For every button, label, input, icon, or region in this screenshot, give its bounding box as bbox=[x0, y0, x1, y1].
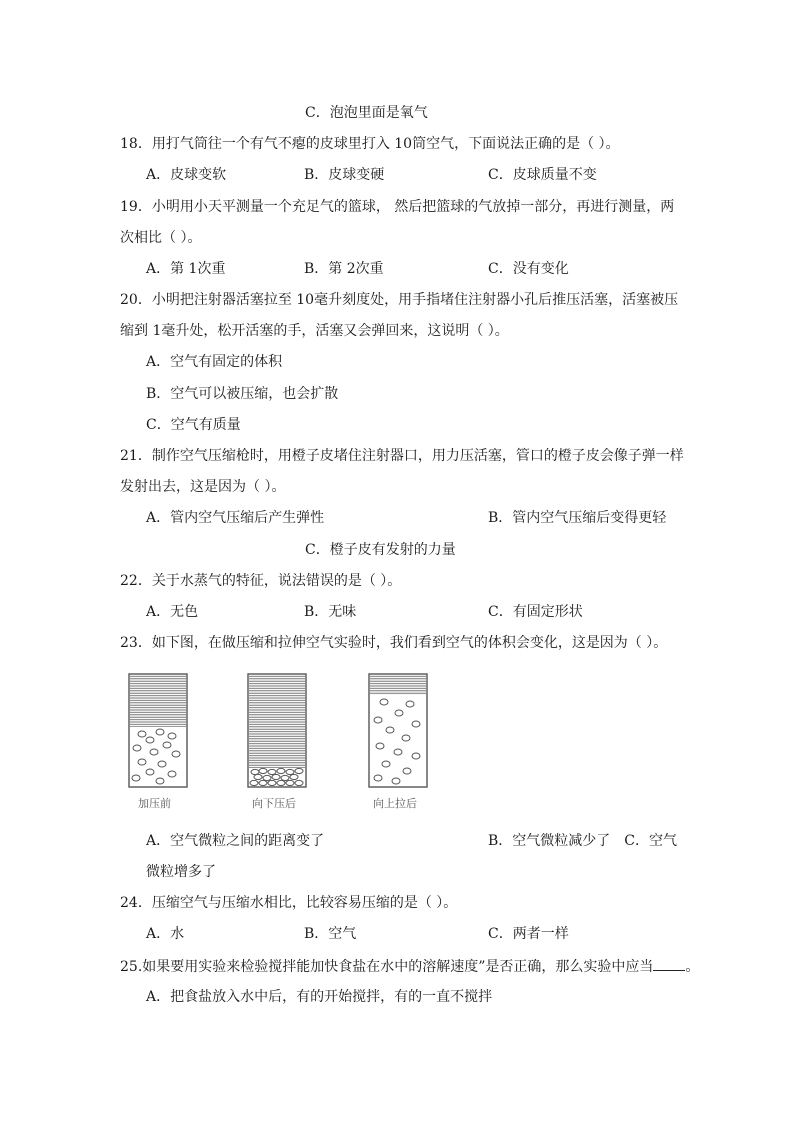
q24-option-c: C．两者一样 bbox=[488, 926, 569, 942]
q20-stem-line2: 缩到 1毫升处，松开活塞的手，活塞又会弹回来，这说明（ ）。 bbox=[120, 323, 509, 339]
q23-option-a: A．空气微粒之间的距离变了 bbox=[146, 833, 325, 849]
q21-stem-line2: 发射出去，这是因为（ ）。 bbox=[120, 479, 286, 495]
cylinder-after-pressing bbox=[248, 674, 306, 787]
caption-before-pressing: 加压前 bbox=[138, 797, 171, 810]
q25-stem-text: 25.如果要用实验来检验搅拌能加快食盐在水中的溶解速度”是否正确，那么实验中应当 bbox=[120, 959, 654, 975]
q21-option-c: C．橙子皮有发射的力量 bbox=[305, 542, 456, 558]
q19-option-b: B．第 2次重 bbox=[304, 261, 384, 277]
caption-after-pulling: 向上拉后 bbox=[373, 797, 417, 810]
q22-stem: 22．关于水蒸气的特征，说法错误的是（ ）。 bbox=[120, 573, 402, 589]
piston-region bbox=[370, 675, 426, 695]
q19-option-c: C．没有变化 bbox=[488, 261, 569, 277]
q21-option-b: B．管内空气压缩后变得更轻 bbox=[488, 510, 667, 526]
q21-stem-line1: 21．制作空气压缩枪时，用橙子皮堵住注射器口，用力压活塞，管口的橙子皮会像子弹一样 bbox=[120, 448, 684, 464]
q20-stem-line1: 20．小明把注射器活塞拉至 10毫升刻度处，用手指堵住注射器小孔后推压活塞，活塞被压 bbox=[120, 292, 679, 308]
q19-stem-line1: 19．小明用小天平测量一个充足气的篮球， 然后把篮球的气放掉一部分，再进行测量，两 bbox=[120, 199, 675, 215]
cylinder-before-pressing bbox=[129, 674, 187, 787]
q18-option-c: C．皮球质量不变 bbox=[488, 167, 597, 183]
q25-stem-end: 。 bbox=[685, 959, 700, 975]
answer-blank[interactable] bbox=[653, 956, 685, 971]
q18-stem: 18．用打气筒往一个有气不瘪的皮球里打入 10筒空气，下面说法正确的是（ ）。 bbox=[120, 136, 620, 152]
q17-option-c: C．泡泡里面是氧气 bbox=[305, 105, 428, 121]
q20-option-c: C．空气有质量 bbox=[146, 417, 241, 433]
q25-option-a: A．把食盐放入水中后，有的开始搅拌，有的一直不搅拌 bbox=[146, 989, 493, 1005]
q24-stem: 24．压缩空气与压缩水相比，比较容易压缩的是（ ）。 bbox=[120, 895, 458, 911]
q23-stem: 23．如下图，在做压缩和拉伸空气实验时，我们看到空气的体积会变化，这是因为（ ）。 bbox=[120, 635, 668, 651]
q20-option-b: B．空气可以被压缩，也会扩散 bbox=[146, 386, 339, 402]
q19-option-a: A．第 1次重 bbox=[146, 261, 226, 277]
q19-stem-line2: 次相比（ ）。 bbox=[120, 230, 202, 246]
piston-region bbox=[249, 675, 305, 768]
caption-after-pressing: 向下压后 bbox=[252, 797, 296, 810]
q18-option-b: B．皮球变硬 bbox=[304, 167, 385, 183]
q24-option-a: A．水 bbox=[146, 926, 185, 942]
q20-option-a: A．空气有固定的体积 bbox=[146, 354, 283, 370]
piston-region bbox=[130, 675, 186, 727]
air-particles bbox=[250, 768, 303, 785]
q23-option-b-c: B．空气微粒减少了 C．空气 bbox=[488, 833, 677, 849]
q24-option-b: B．空气 bbox=[304, 926, 357, 942]
q18-option-a: A．皮球变软 bbox=[146, 167, 227, 183]
q25-stem bbox=[120, 956, 699, 977]
q22-option-c: C．有固定形状 bbox=[488, 604, 583, 620]
q23-option-c-cont: 微粒增多了 bbox=[146, 864, 216, 880]
q22-option-a: A．无色 bbox=[146, 604, 199, 620]
cylinder-after-pulling bbox=[369, 674, 427, 787]
q22-option-b: B．无味 bbox=[304, 604, 357, 620]
q21-option-a: A．管内空气压缩后产生弹性 bbox=[146, 510, 325, 526]
